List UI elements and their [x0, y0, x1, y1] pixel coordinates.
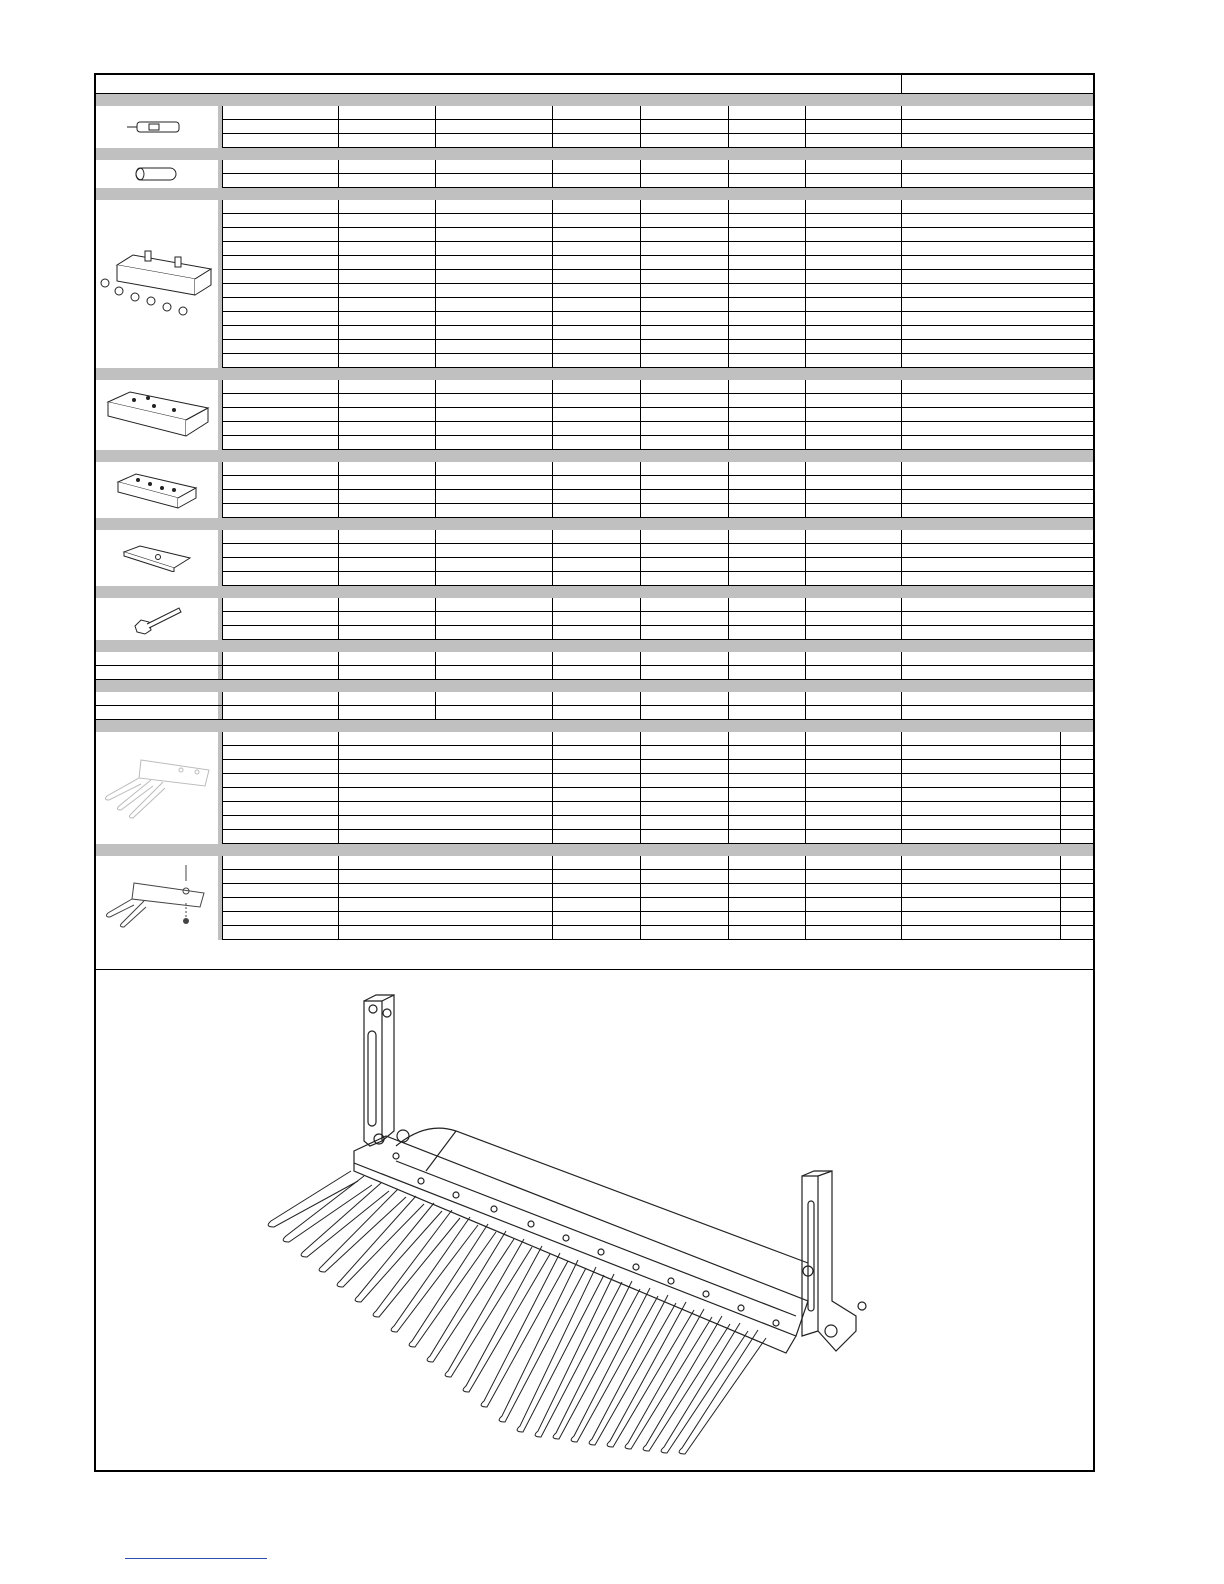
part-image-cell: [96, 856, 222, 940]
column-divider: [552, 598, 553, 640]
column-divider: [728, 856, 729, 940]
column-divider: [805, 106, 806, 148]
table-row: [222, 557, 1093, 558]
column-divider: [222, 530, 223, 586]
column-divider: [640, 462, 641, 518]
part-image-cell: [96, 380, 222, 450]
table-bottom-rule: [96, 969, 1093, 970]
part-image-cell: [96, 200, 222, 368]
table-row: [222, 571, 1093, 572]
part-image-cell: [96, 160, 222, 188]
section-header-band: [96, 518, 1093, 530]
mounting-block-icon: [104, 386, 210, 449]
column-divider: [901, 200, 902, 368]
section-header-band: [96, 844, 1093, 856]
table-row: [222, 787, 1093, 788]
column-divider: [901, 692, 902, 720]
column-divider: [222, 380, 223, 450]
table-row: [222, 353, 1093, 354]
table-row: [222, 801, 1093, 802]
table-row: [222, 435, 1093, 436]
column-divider: [805, 160, 806, 188]
section-header-band: [96, 94, 1093, 106]
pin-coupling-icon: [127, 119, 187, 140]
section-header-band: [96, 586, 1093, 598]
table-row: [222, 829, 1093, 830]
column-divider: [338, 856, 339, 940]
column-divider: [640, 106, 641, 148]
column-divider: [338, 732, 339, 844]
part-image-cell: [96, 692, 222, 720]
table-row: [222, 227, 1093, 228]
wear-plate-icon: [122, 544, 192, 577]
table-row: [222, 407, 1093, 408]
small-block-icon: [114, 470, 200, 515]
column-divider: [728, 462, 729, 518]
tine-plate-icon: [101, 756, 213, 825]
table-row: [222, 173, 1093, 174]
column-divider: [435, 598, 436, 640]
table-row: [222, 241, 1093, 242]
column-divider: [805, 692, 806, 720]
column-divider: [552, 160, 553, 188]
table-row: [222, 311, 1093, 312]
table-row: [222, 269, 1093, 270]
column-divider: [640, 598, 641, 640]
column-divider: [552, 462, 553, 518]
table-row: [222, 475, 1093, 476]
table-row: [222, 883, 1093, 884]
rake-assembly-illustration: [96, 971, 1093, 1470]
footer-link-underline[interactable]: [125, 1558, 267, 1559]
table-row: [222, 325, 1093, 326]
column-divider: [435, 530, 436, 586]
column-divider: [640, 856, 641, 940]
table-row: [222, 393, 1093, 394]
table-row: [222, 869, 1093, 870]
column-divider: [640, 380, 641, 450]
column-divider: [435, 200, 436, 368]
column-divider: [805, 380, 806, 450]
manifold-block-icon: [99, 245, 215, 328]
table-row: [222, 897, 1093, 898]
table-row: [222, 119, 1093, 120]
column-divider: [901, 380, 902, 450]
column-divider: [640, 692, 641, 720]
column-divider: [338, 598, 339, 640]
column-divider: [222, 732, 223, 844]
table-row: [222, 255, 1093, 256]
table-row: [222, 283, 1093, 284]
table-row: [222, 625, 1093, 626]
column-divider: [222, 692, 223, 720]
column-divider: [552, 380, 553, 450]
column-divider: [728, 160, 729, 188]
column-divider: [435, 462, 436, 518]
section-header-band: [96, 148, 1093, 160]
column-divider: [552, 652, 553, 680]
table-row: [222, 421, 1093, 422]
part-image-cell: [96, 652, 222, 680]
column-divider: [338, 380, 339, 450]
column-divider: [901, 732, 902, 844]
table-row: [222, 489, 1093, 490]
column-divider: [435, 692, 436, 720]
column-divider: [222, 160, 223, 188]
table-row: [222, 815, 1093, 816]
table-row: [222, 297, 1093, 298]
column-divider: [435, 652, 436, 680]
cylinder-pin-icon: [134, 165, 180, 188]
column-divider: [435, 380, 436, 450]
title-divider: [901, 75, 902, 93]
table-row: [222, 911, 1093, 912]
column-divider: [901, 652, 902, 680]
section-header-band: [96, 188, 1093, 200]
column-divider: [338, 530, 339, 586]
section-header-band: [96, 450, 1093, 462]
column-divider: [222, 598, 223, 640]
column-divider: [552, 530, 553, 586]
table-row: [222, 925, 1093, 926]
part-image-cell: [96, 530, 222, 586]
table-row: [222, 773, 1093, 774]
column-divider: [901, 856, 902, 940]
part-image-cell: [96, 598, 222, 640]
section-header-band: [96, 640, 1093, 652]
column-divider: [805, 462, 806, 518]
column-divider: [805, 856, 806, 940]
column-divider: [222, 856, 223, 940]
part-image-cell: [96, 106, 222, 148]
column-divider: [338, 462, 339, 518]
column-divider: [222, 106, 223, 148]
column-divider: [728, 106, 729, 148]
column-divider: [728, 598, 729, 640]
column-divider: [640, 732, 641, 844]
column-divider: [805, 530, 806, 586]
section-header-band: [96, 368, 1093, 380]
table-row: [222, 939, 1093, 940]
column-divider: [640, 530, 641, 586]
column-divider: [728, 200, 729, 368]
column-divider: [1060, 856, 1061, 940]
column-divider: [552, 200, 553, 368]
title-row: [96, 75, 1093, 94]
part-image-cell: [96, 732, 222, 844]
column-divider: [805, 200, 806, 368]
column-divider: [338, 200, 339, 368]
column-divider: [222, 652, 223, 680]
column-divider: [901, 106, 902, 148]
column-divider: [552, 732, 553, 844]
column-divider: [901, 598, 902, 640]
column-divider: [901, 530, 902, 586]
table-row: [222, 213, 1093, 214]
tine-plate-hardware-icon: [104, 863, 210, 938]
column-divider: [338, 160, 339, 188]
column-divider: [728, 732, 729, 844]
right-upright-bracket: [802, 1171, 866, 1351]
column-divider: [435, 106, 436, 148]
column-divider: [552, 692, 553, 720]
hex-bolt-icon: [131, 602, 183, 641]
column-divider: [805, 598, 806, 640]
section-header-band: [96, 680, 1093, 692]
column-divider: [728, 652, 729, 680]
column-divider: [338, 652, 339, 680]
table-row: [96, 665, 1093, 666]
table-row: [96, 705, 1093, 706]
column-divider: [338, 692, 339, 720]
section-header-band: [96, 720, 1093, 732]
column-divider: [728, 530, 729, 586]
column-divider: [901, 160, 902, 188]
column-divider: [222, 462, 223, 518]
column-divider: [640, 652, 641, 680]
column-divider: [640, 200, 641, 368]
column-divider: [338, 106, 339, 148]
column-divider: [552, 856, 553, 940]
table-row: [222, 543, 1093, 544]
parts-table: [96, 94, 1093, 970]
column-divider: [222, 200, 223, 368]
table-row: [222, 611, 1093, 612]
column-divider: [552, 106, 553, 148]
table-row: [222, 339, 1093, 340]
column-divider: [1060, 732, 1061, 844]
column-divider: [805, 652, 806, 680]
column-divider: [805, 732, 806, 844]
table-row: [222, 133, 1093, 134]
table-row: [222, 745, 1093, 746]
table-row: [222, 759, 1093, 760]
roller-tube: [396, 1128, 808, 1316]
left-upright-bracket: [364, 995, 409, 1146]
parts-sheet: [94, 73, 1095, 1472]
part-image-cell: [96, 462, 222, 518]
column-divider: [901, 462, 902, 518]
table-row: [222, 503, 1093, 504]
column-divider: [435, 160, 436, 188]
column-divider: [728, 692, 729, 720]
column-divider: [640, 160, 641, 188]
column-divider: [728, 380, 729, 450]
